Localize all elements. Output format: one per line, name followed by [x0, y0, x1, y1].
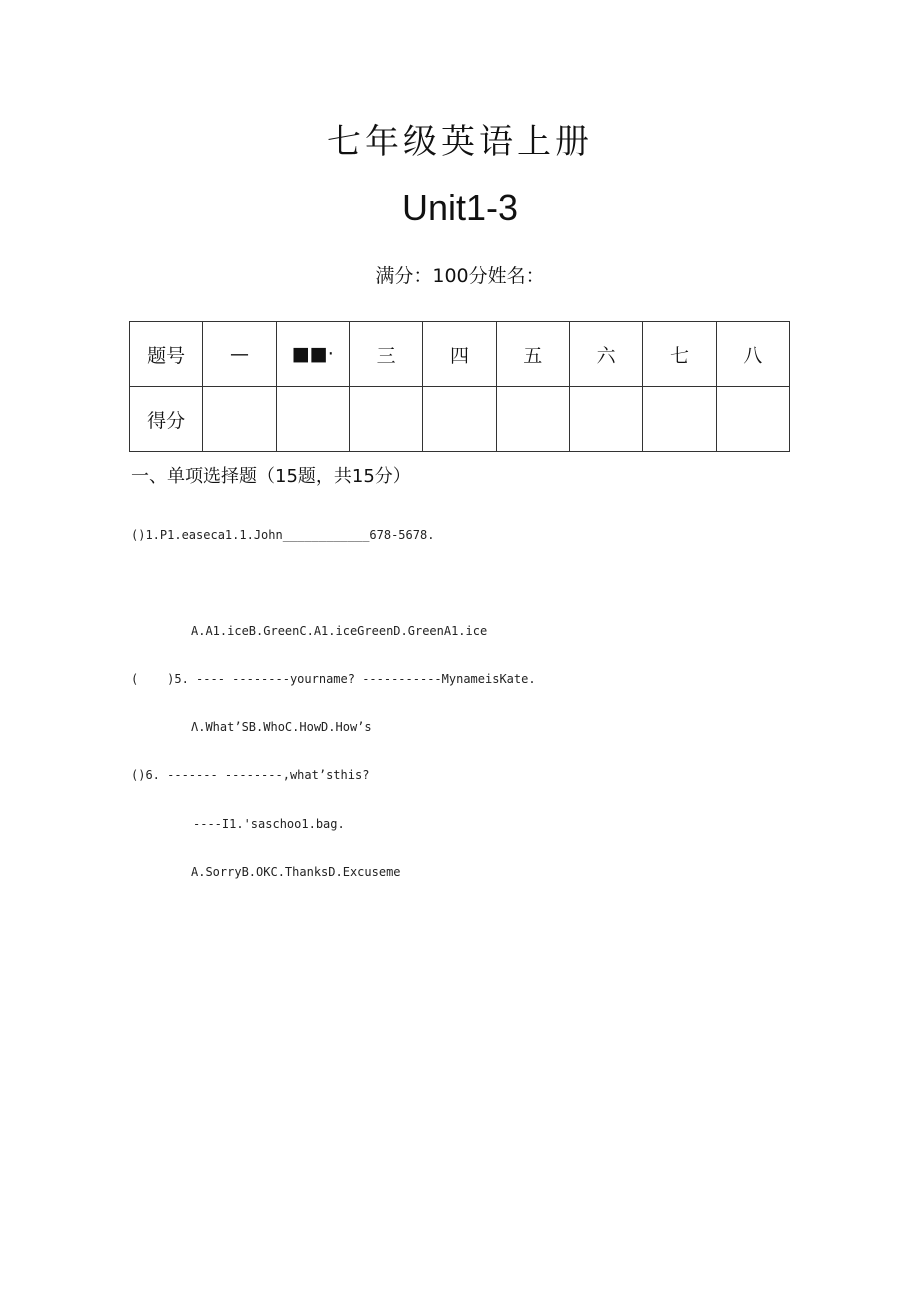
table-cell-score-5 [496, 387, 569, 452]
table-cell-question-2: ■■· [276, 322, 349, 387]
table-cell-score-2 [276, 387, 349, 452]
table-cell-score-7 [643, 387, 716, 452]
table-cell-question-1: — [203, 322, 276, 387]
table-cell-score-3 [349, 387, 422, 452]
table-cell-question-3: 三 [349, 322, 422, 387]
question-6-options: A.SorryB.OKC.ThanksD.Excuseme [191, 865, 401, 879]
table-cell-question-4: 四 [423, 322, 496, 387]
question-1-options: A.A1.iceB.GreenC.A1.iceGreenD.GreenA1.ice [191, 624, 488, 638]
table-cell-question-label: 题号 [130, 322, 203, 387]
table-cell-score-8 [716, 387, 789, 452]
score-table [129, 321, 790, 452]
table-cell-score-1 [203, 387, 276, 452]
page-title: 七年级英语上册 [327, 122, 593, 162]
table-row-question-numbers [130, 322, 790, 387]
score-name-line: 满分：100分姓名： [375, 265, 545, 287]
table-row-scores [130, 387, 790, 452]
table-cell-question-6: 六 [569, 322, 642, 387]
question-6-stem: ()6. ------- --------,what’sthis? [131, 768, 370, 782]
page-subtitle: Unit1-3 [401, 187, 519, 228]
question-5-stem: ( )5. ---- --------yourname? -----------MynameisKate. [131, 672, 536, 686]
question-5-options: Λ.What’SB.WhoC.HowD.How’s [191, 720, 372, 734]
table-cell-question-8: 八 [716, 322, 789, 387]
table-cell-score-label: 得分 [130, 387, 203, 452]
table-cell-question-5: 五 [496, 322, 569, 387]
question-6-answer: ----I1.'saschoo1.bag. [193, 817, 345, 831]
table-cell-question-7: 七 [643, 322, 716, 387]
table-cell-score-6 [569, 387, 642, 452]
table-cell-score-4 [423, 387, 496, 452]
question-1-stem: ()1.P1.easeca1.1.John____________678-5678. [131, 528, 435, 542]
section-heading: 一、单项选择题（15题，共15分） [131, 466, 411, 487]
